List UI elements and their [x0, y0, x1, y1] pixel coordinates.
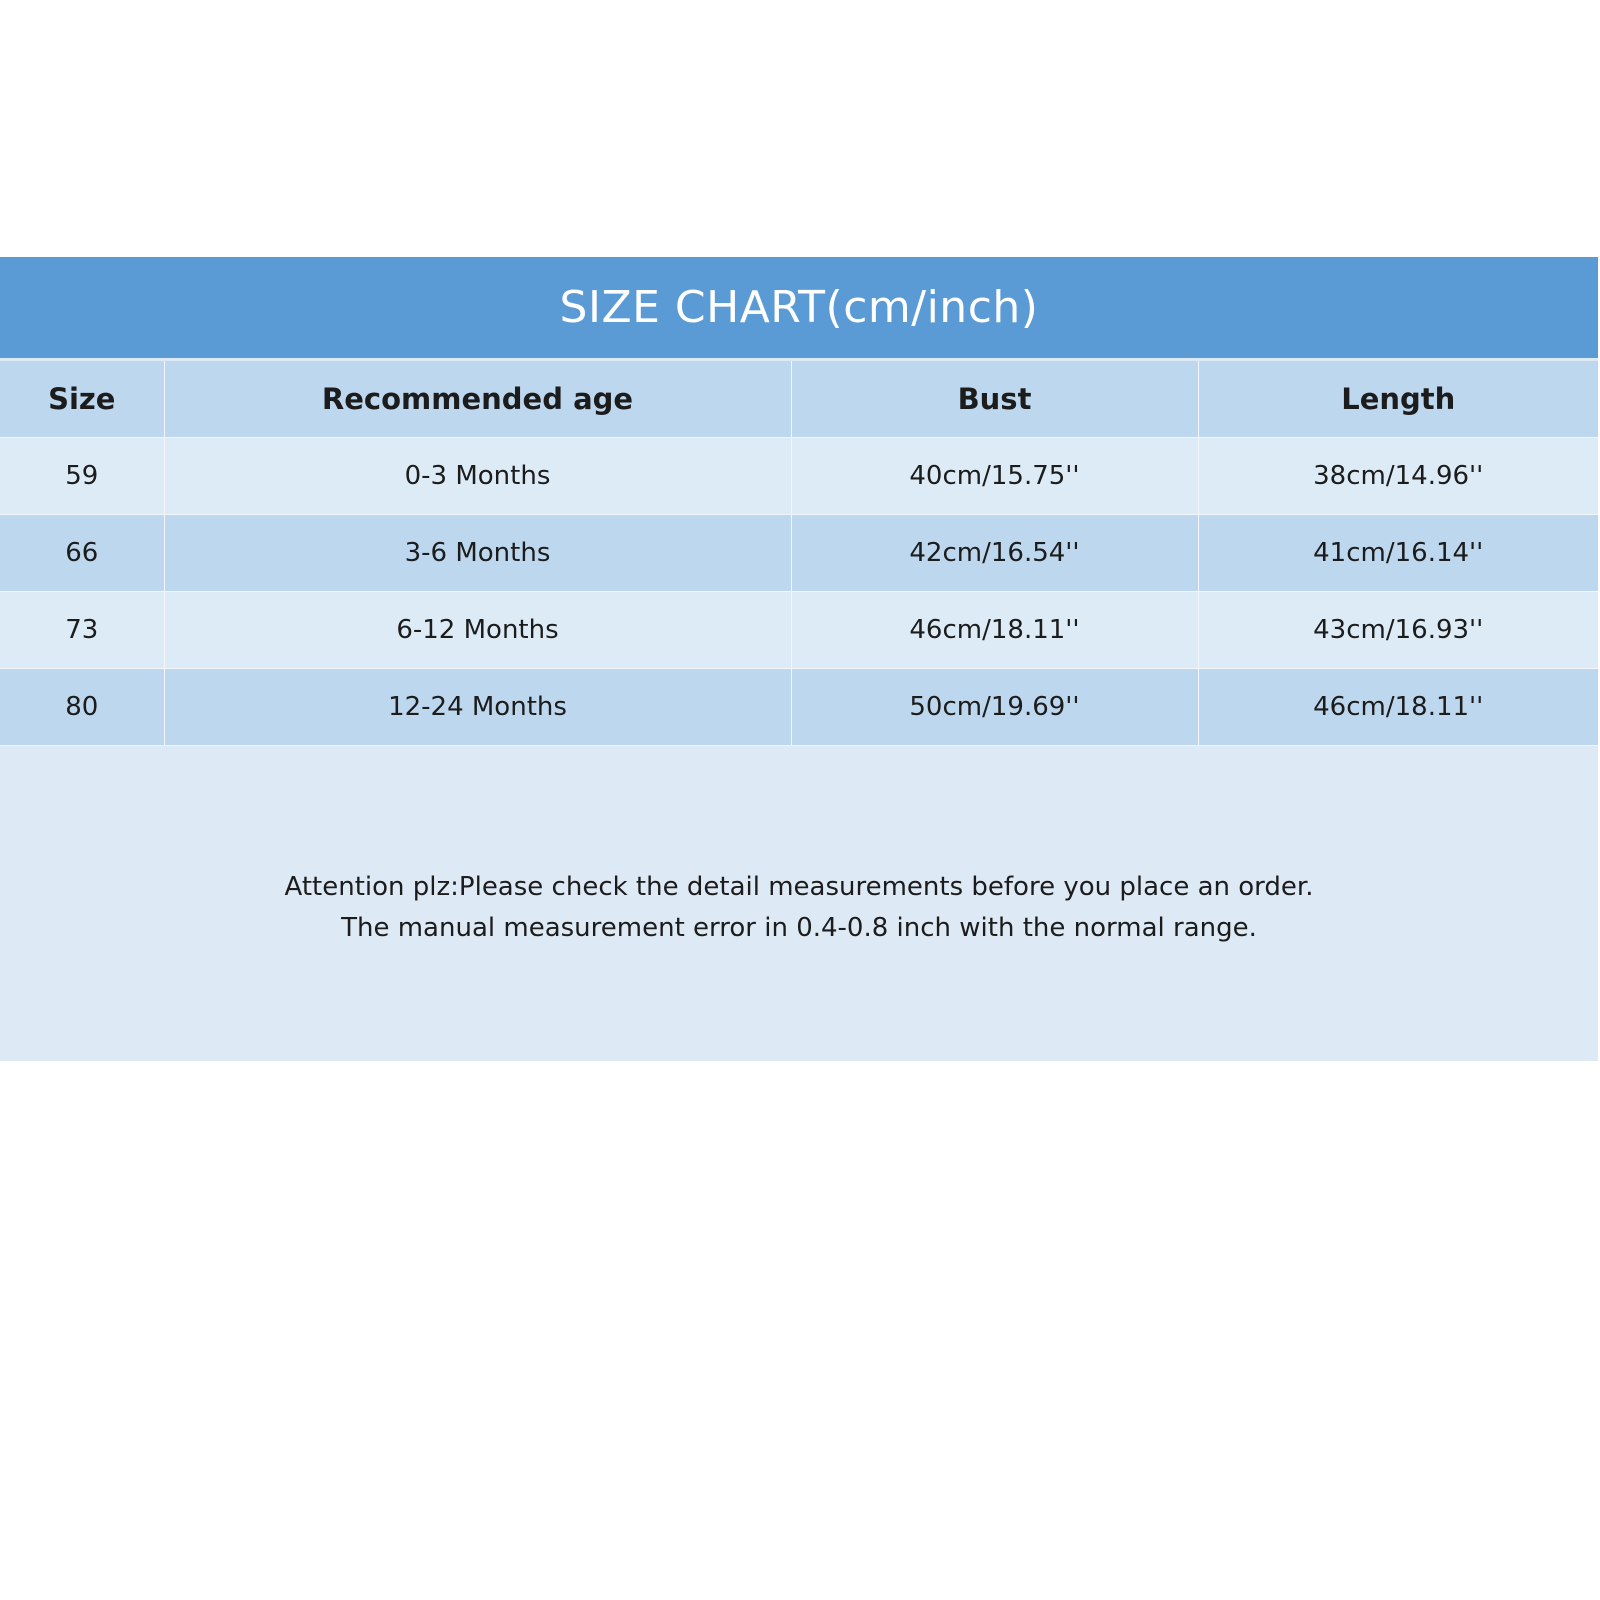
- cell-bust: 40cm/15.75'': [791, 438, 1198, 515]
- size-chart: [0, 257, 1598, 1061]
- cell-length: 43cm/16.93'': [1198, 592, 1598, 669]
- column-header-bust: Bust: [791, 361, 1198, 438]
- table-row: [0, 669, 1598, 746]
- column-header-recommended-age: Recommended age: [164, 361, 791, 438]
- cell-size: 66: [0, 515, 164, 592]
- cell-bust: 46cm/18.11'': [791, 592, 1198, 669]
- notice-line-1: Attention plz:Please check the detail measurements before you place an order.: [284, 872, 1314, 902]
- cell-recommended-age: 3-6 Months: [164, 515, 791, 592]
- chart-title: SIZE CHART(cm/inch): [0, 257, 1598, 358]
- size-table: [0, 361, 1598, 746]
- table-row: [0, 438, 1598, 515]
- cell-size: 59: [0, 438, 164, 515]
- cell-length: 41cm/16.14'': [1198, 515, 1598, 592]
- cell-bust: 50cm/19.69'': [791, 669, 1198, 746]
- column-header-length: Length: [1198, 361, 1598, 438]
- cell-recommended-age: 0-3 Months: [164, 438, 791, 515]
- notice-line-2: The manual measurement error in 0.4-0.8 inch with the normal range.: [341, 913, 1257, 943]
- cell-length: 38cm/14.96'': [1198, 438, 1598, 515]
- table-row: [0, 515, 1598, 592]
- cell-size: 73: [0, 592, 164, 669]
- cell-bust: 42cm/16.54'': [791, 515, 1198, 592]
- column-header-size: Size: [0, 361, 164, 438]
- cell-recommended-age: 6-12 Months: [164, 592, 791, 669]
- cell-recommended-age: 12-24 Months: [164, 669, 791, 746]
- table-row: [0, 592, 1598, 669]
- cell-size: 80: [0, 669, 164, 746]
- table-header-row: [0, 361, 1598, 438]
- cell-length: 46cm/18.11'': [1198, 669, 1598, 746]
- measurement-notice: [0, 867, 1598, 949]
